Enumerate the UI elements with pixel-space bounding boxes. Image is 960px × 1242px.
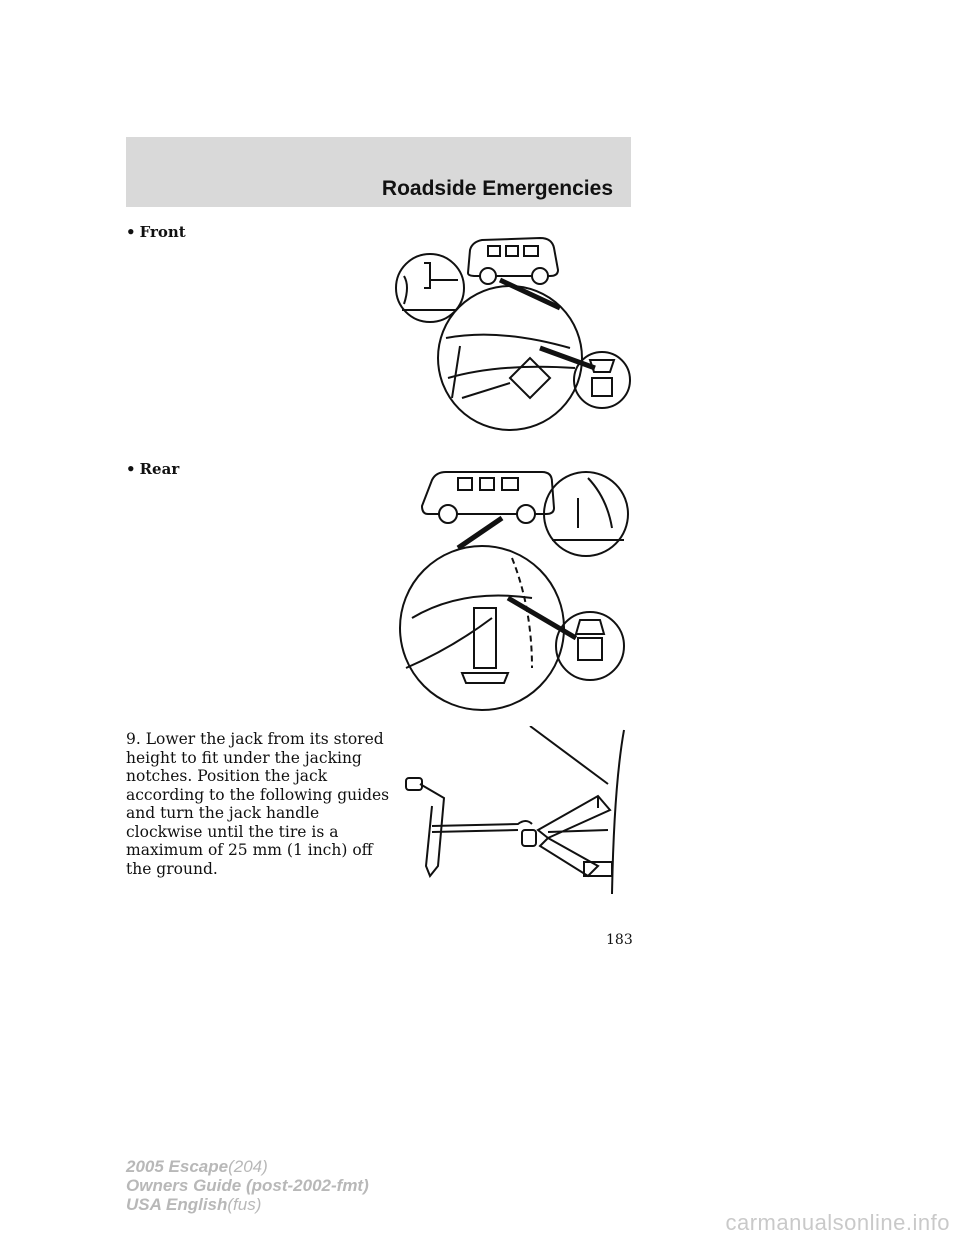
- section-title: Roadside Emergencies: [381, 177, 613, 200]
- section-header-band: [126, 137, 631, 207]
- footer-language: USA English: [126, 1195, 228, 1214]
- step-9-instruction: 9. Lower the jack from its stored height to fit under the jacking notches. Position the jack according to the following guides and turn the jack handle clockwise until the tire is a maximum of 25 mm (1 inch) off the ground.: [126, 730, 390, 878]
- footer-model-code: (204): [228, 1157, 268, 1176]
- footer-model: 2005 Escape: [126, 1157, 229, 1176]
- bullet-rear: [126, 460, 179, 478]
- footer-language-code: (fus): [227, 1195, 262, 1214]
- watermark: carmanualsonline.info: [725, 1210, 950, 1235]
- front-jack-point-illustration: [390, 228, 640, 438]
- footer-guide: Owners Guide (post-2002-fmt): [126, 1176, 369, 1195]
- footer-line-2: [126, 1176, 369, 1195]
- document-footer: [126, 1157, 369, 1214]
- bullet-dot: •: [126, 460, 136, 478]
- bullet-rear-label: Rear: [139, 460, 180, 478]
- footer-line-3: [126, 1195, 369, 1214]
- jack-handle-illustration: [398, 726, 632, 896]
- rear-jack-point-illustration: [392, 468, 632, 713]
- bullet-dot: •: [126, 223, 136, 241]
- bullet-front: [126, 223, 186, 241]
- page-number: 183: [606, 932, 633, 948]
- footer-line-1: [126, 1157, 369, 1176]
- bullet-front-label: Front: [139, 223, 186, 241]
